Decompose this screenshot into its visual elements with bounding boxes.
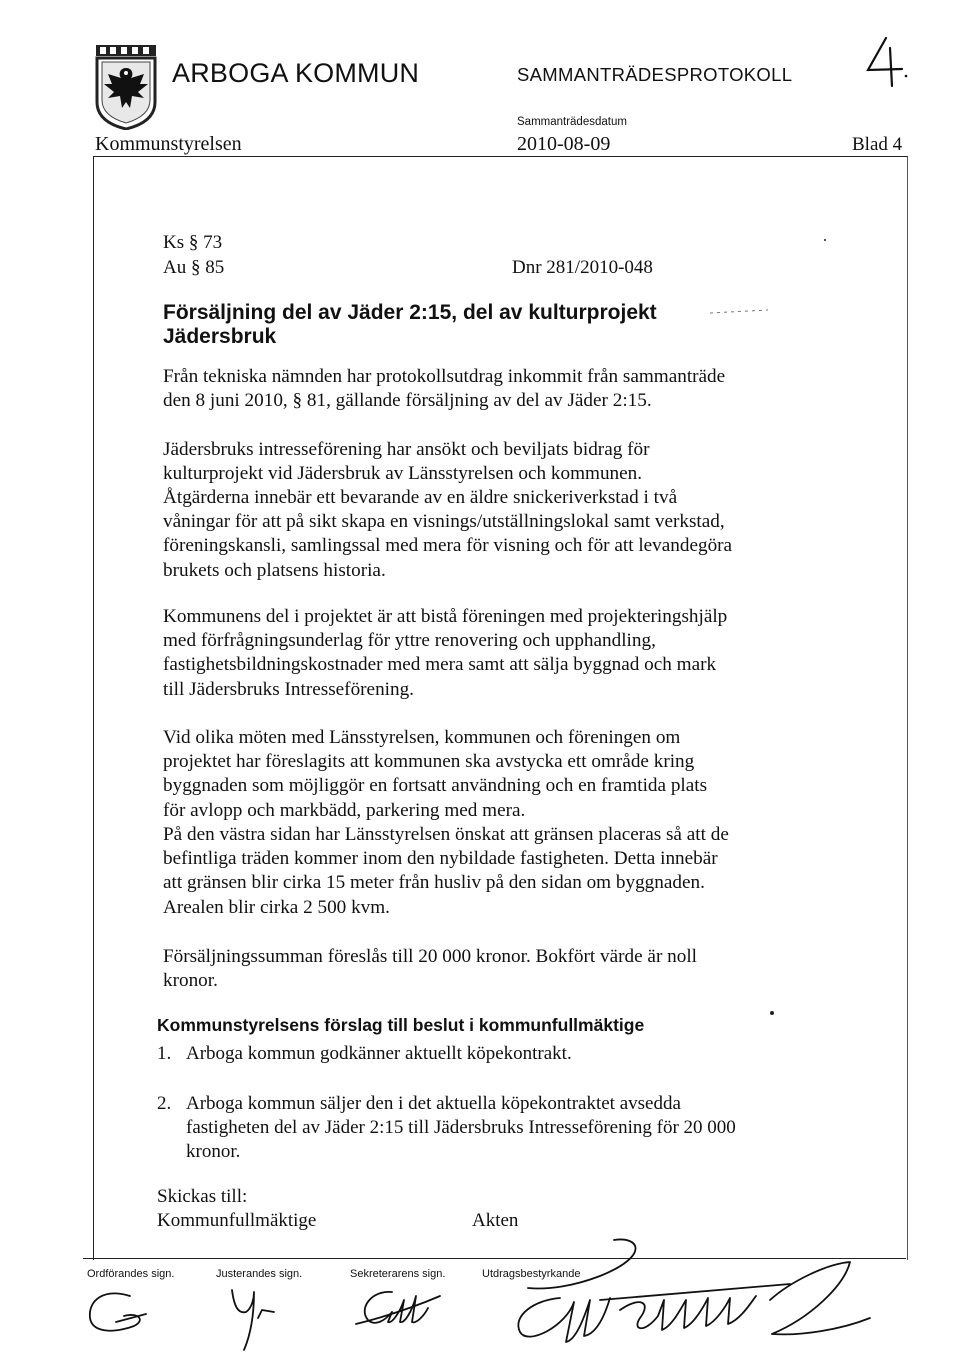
paragraph (163, 605, 823, 702)
extract-signature-label: Utdragsbestyrkande (482, 1268, 581, 1280)
paragraph (163, 365, 823, 413)
paragraph-line: projektet har föreslagits att kommunen ska avstycka ett område kring (163, 751, 695, 773)
paragraph-line: föreningskansli, samlingssal med mera för visning och för att levandegöra (163, 535, 733, 557)
item-line: kronor. (186, 1141, 241, 1162)
protocol-type: SAMMANTRÄDESPROTOKOLL (517, 64, 793, 85)
case-title: Försäljning del av Jäder 2:15, del av kulturprojekt Jädersbruk (163, 301, 657, 348)
paragraph-line: till Jädersbruks Intresseförening. (163, 678, 414, 700)
paragraph-line: Arealen blir cirka 2 500 kvm. (163, 896, 390, 918)
municipality-name: ARBOGA KOMMUN (172, 58, 420, 88)
distribution-file: Akten (472, 1210, 519, 1231)
paragraph-line: befintliga träden kommer inom den nybildade fastigheten. Detta innebär (163, 848, 718, 870)
paragraph-line: våningar för att på sikt skapa en visnings/utställningslokal samt verkstad, (163, 511, 725, 533)
item-number: 1. (157, 1043, 172, 1064)
distribution-label: Skickas till: (157, 1186, 248, 1207)
paragraph-line: Kommunens del i projektet är att bistå föreningen med projekteringshjälp (163, 606, 728, 627)
committee-name: Kommunstyrelsen (95, 133, 242, 155)
paragraph-line: Jädersbruks intresseförening har ansökt och beviljats bidrag för (163, 439, 650, 460)
item-line: Arboga kommun godkänner aktuellt köpekontrakt. (186, 1043, 572, 1064)
handwritten-page-number (862, 36, 912, 88)
paragraph-line: den 8 juni 2010, § 81, gällande försäljning av del av Jäder 2:15. (163, 390, 652, 412)
paragraph (163, 486, 823, 583)
paragraph-line: kronor. (163, 970, 218, 992)
paragraph-line: Vid olika möten med Länsstyrelsen, kommunen och föreningen om (163, 727, 681, 748)
signature-divider (83, 1258, 906, 1259)
paragraph-line: Från tekniska nämnden har protokollsutdrag inkommit från sammanträde (163, 366, 726, 387)
au-reference: Au § 85 (163, 257, 225, 278)
meeting-date: 2010-08-09 (517, 133, 611, 155)
item-number: 2. (157, 1093, 172, 1114)
secretary-signature-label: Sekreterarens sign. (350, 1268, 446, 1280)
paragraph-line: kulturprojekt vid Jädersbruk av Länsstyrelsen och kommunen. (163, 463, 643, 485)
paragraph-line: för avlopp och markbädd, parkering med mera. (163, 799, 526, 821)
meeting-date-label: Sammanträdesdatum (517, 116, 627, 128)
proposal-heading: Kommunstyrelsens förslag till beslut i kommunfullmäktige (157, 1015, 645, 1035)
paragraph (163, 823, 823, 920)
ks-reference: Ks § 73 (163, 232, 223, 253)
paragraph-line: brukets och platsens historia. (163, 559, 386, 581)
municipal-crest-logo (94, 44, 158, 130)
item-line: Arboga kommun säljer den i det aktuella köpekontraktet avsedda (186, 1093, 681, 1114)
paragraph (163, 945, 823, 993)
paragraph-line: att gränsen blir cirka 15 meter från husliv på den sidan om byggnaden. (163, 872, 705, 894)
adjuster-signature-label: Justerandes sign. (216, 1268, 303, 1280)
paragraph (163, 726, 823, 823)
registration-number: Dnr 281/2010-048 (512, 257, 653, 278)
paragraph-line: fastighetsbildningskostnader med mera samt att sälja byggnad och mark (163, 654, 717, 676)
paragraph-line: Åtgärderna innebär ett bevarande av en äldre snickeriverkstad i två (163, 487, 678, 508)
paragraph-line: På den västra sidan har Länsstyrelsen önskat att gränsen placeras så att de (163, 824, 729, 845)
sheet-number: Blad 4 (852, 134, 903, 155)
chair-signature-label: Ordförandes sign. (87, 1268, 175, 1280)
paragraph-line: byggnaden som möjliggör en fortsatt användning och en framtida plats (163, 775, 708, 797)
paragraph-line: med förfrågningsunderlag för yttre renovering och upphandling, (163, 630, 656, 652)
paragraph-line: Försäljningssumman föreslås till 20 000 kronor. Bokfört värde är noll (163, 946, 697, 967)
paragraph (163, 438, 823, 486)
distribution-recipient: Kommunfullmäktige (157, 1210, 317, 1231)
item-line: fastigheten del av Jäder 2:15 till Jädersbruks Intresseförening för 20 000 (186, 1117, 736, 1138)
